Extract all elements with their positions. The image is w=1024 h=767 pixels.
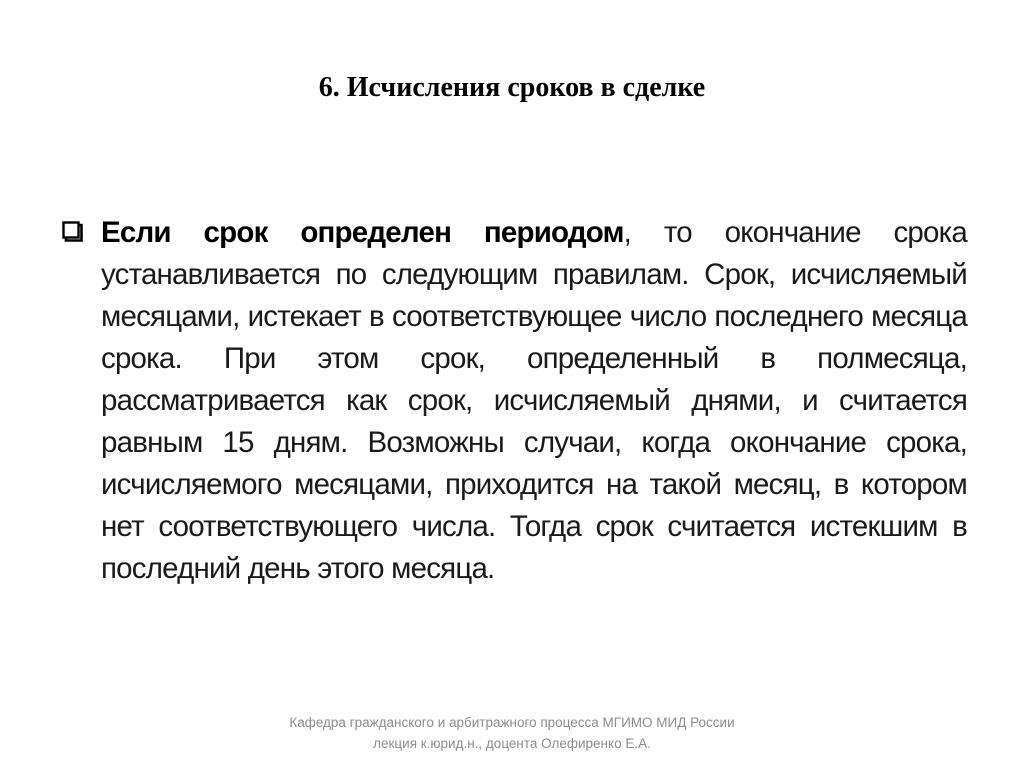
footer-line-2: лекция к.юрид.н., доцента Олефиренко Е.А. [373, 736, 651, 751]
footer-line-1: Кафедра гражданского и арбитражного процесса МГИМО МИД России [289, 715, 735, 730]
footer [0, 712, 1024, 754]
slide-title: 6. Исчисления сроков в сделке [318, 72, 706, 103]
bullet-lead: Если срок определен периодом [101, 216, 624, 249]
bullet-paragraph [101, 212, 967, 590]
bullet-item [62, 212, 968, 590]
checkbox-square-icon [62, 221, 84, 243]
bullet-body: , то окончание срока устанавливается по следующим правилам. Срок, исчисляемый месяцами, истекает в соответствующее число последнего месяца срока. При этом срок, определенный в полмесяца, рассматривается как срок, исчисляемый днями, и считается равным 15 дням. Возможны случаи, когда окончание срока, исчисляемого месяцами, приходится на такой месяц, в котором нет соответствующего числа. Тогда срок считается истекшим в последний день этого месяца. [101, 216, 967, 585]
